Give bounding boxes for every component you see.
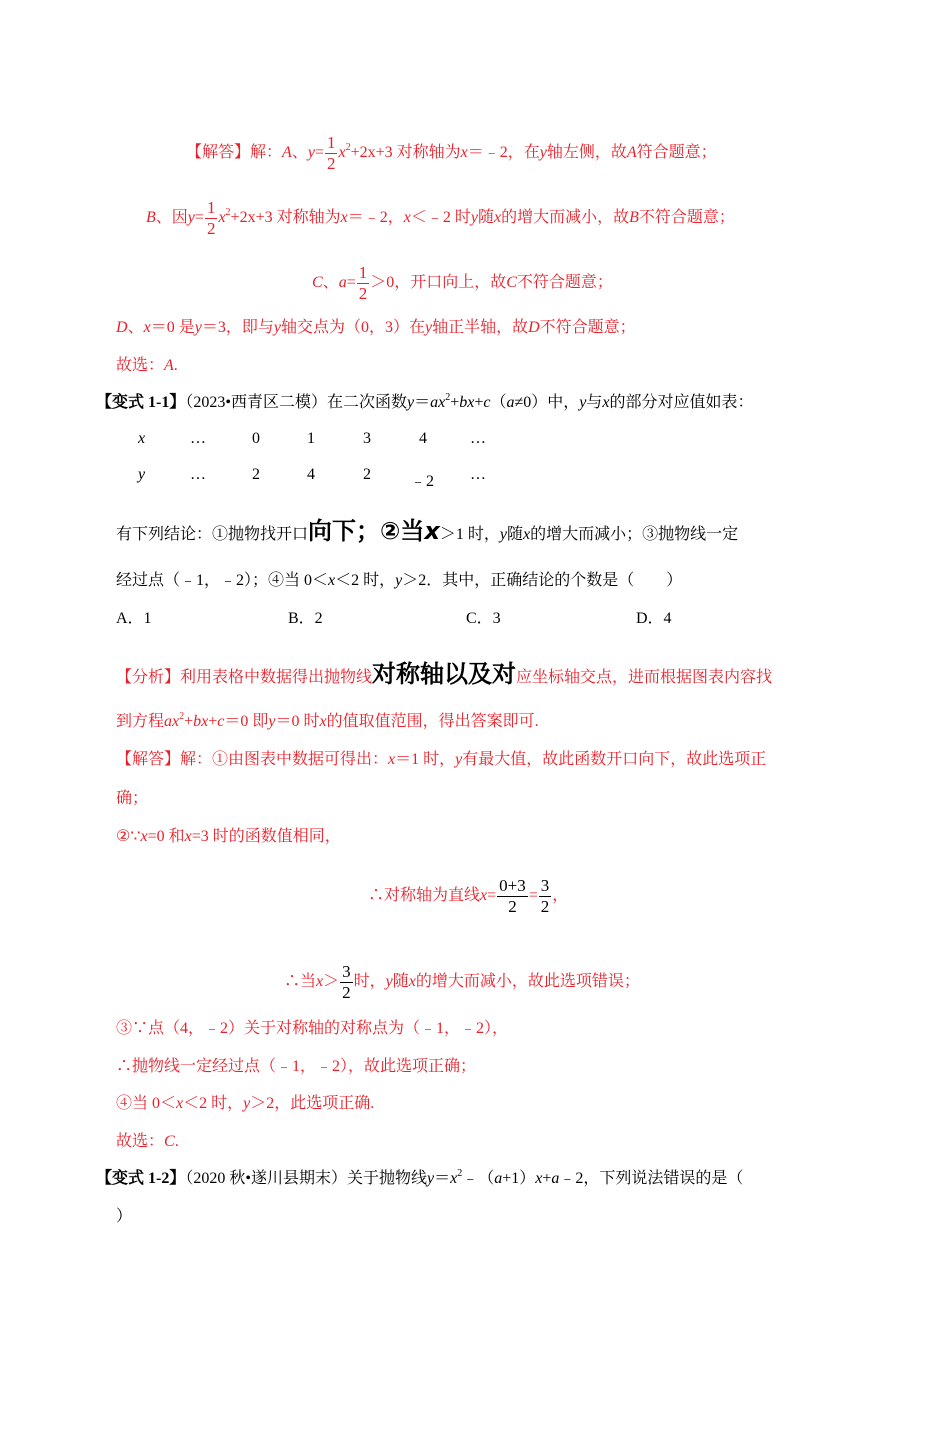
answer-line-b: B、因y= $\frac{1}{2}$ $x^2+2x+3$ 对称轴为x＝﹣2，x＜﹣2 时y随x的增大而减小，故B不符合题意； <box>146 198 735 238</box>
table-cell: 2 <box>252 466 260 483</box>
fraction: $\frac{1}{2}$ <box>326 133 336 173</box>
option-d: D．4 <box>636 610 672 627</box>
option-c: C．3 <box>466 610 501 627</box>
table-cell: 4 <box>307 466 315 483</box>
solution-line-1: 【解答】解：①由图表中数据可得出：x＝1 时，y有最大值，故此函数开口向下，故此选项正 <box>116 751 767 768</box>
answer-line-a: 【解答】解：A、y= $\frac{1}{2}$ $x^2+2x+3$ 对称轴为x＝﹣2，在y轴左侧，故A符合题意； <box>186 133 717 173</box>
table-cell: … <box>470 466 486 483</box>
answer-line-d: D、x＝0 是y＝3，即与y轴交点为（0，3）在y轴正半轴，故D不符合题意； <box>116 319 636 336</box>
table-cell: 2 <box>363 466 371 483</box>
table-cell: 0 <box>252 430 260 447</box>
question-conclusions-2: 经过点（﹣1，﹣2）；④当 0＜x＜2 时，y＞2．其中，正确结论的个数是（ ） <box>116 572 683 589</box>
option-a: A．1 <box>116 610 152 627</box>
fraction: $\frac{1}{2}$ <box>206 198 216 238</box>
fraction: $\frac{3}{2}$ <box>342 962 351 1002</box>
solution-answer: 故选：C. <box>116 1133 179 1150</box>
question-2-paren: ） <box>116 1208 133 1225</box>
solution-line-7: ④当 0＜x＜2 时，y＞2，此选项正确. <box>116 1095 375 1112</box>
table-cell: … <box>190 466 206 483</box>
question-conclusions-1: 有下列结论：①抛物找开口向下；②当x＞1 时，y随x的增大而减小；③抛物线一定 <box>116 517 739 545</box>
table-cell: 3 <box>363 430 371 447</box>
table-y-label: y <box>138 466 146 483</box>
solution-line-2: 确； <box>116 790 149 807</box>
solution-line-3: ②∵x=0 和x=3 时的函数值相同， <box>116 828 341 845</box>
question-2-title: 【变式 1-2】（2020 秋•遂川县期末）关于抛物线$y=x^2﹣(a+1)x+a﹣2$，下列说法错误的是（ <box>96 1168 744 1187</box>
table-cell: 1 <box>307 430 315 447</box>
solution-axis-formula: ∴对称轴为直线x= $\frac{0+3}{2}$ = $\frac{3}{2}$ ， <box>368 876 569 916</box>
answer-line-c: C、a= $\frac{1}{2}$ ＞0，开口向上，故C不符合题意； <box>312 263 613 303</box>
solution-line-4: ∴当x＞ $\frac{3}{2}$ 时，y随x的增大而减小，故此选项错误； <box>284 962 640 1002</box>
solution-line-6: ∴抛物线一定经过点（﹣1，﹣2），故此选项正确； <box>116 1058 477 1075</box>
table-cell: … <box>470 430 486 447</box>
table-cell: … <box>190 430 206 447</box>
answer-choice: 故选：A. <box>116 357 178 374</box>
table-cell: 4 <box>419 430 427 447</box>
analysis-line-1: 【分析】利用表格中数据得出抛物线对称轴以及对应坐标轴交点，进而根据图表内容找 <box>116 660 773 688</box>
solution-line-5: ③∵点（4，﹣2）关于对称轴的对称点为（﹣1，﹣2）， <box>116 1020 509 1037</box>
fraction: $\frac{0+3}{2}$ <box>499 876 526 916</box>
question-title: 【变式 1-1】（2023•西青区二模）在二次函数$y=ax^2+bx+c(a\ne 0)$中，y与x的部分对应值如表： <box>96 392 754 411</box>
analysis-line-2: 到方程$ax^2+bx+c=0$ 即y＝0 时x的值取值范围，得出答案即可. <box>116 711 539 730</box>
fraction: $\frac{3}{2}$ <box>540 876 550 916</box>
fraction: $\frac{1}{2}$ <box>358 263 368 303</box>
table-x-label: x <box>138 430 146 447</box>
option-b: B．2 <box>288 610 323 627</box>
table-cell: ﹣2 <box>410 473 435 490</box>
